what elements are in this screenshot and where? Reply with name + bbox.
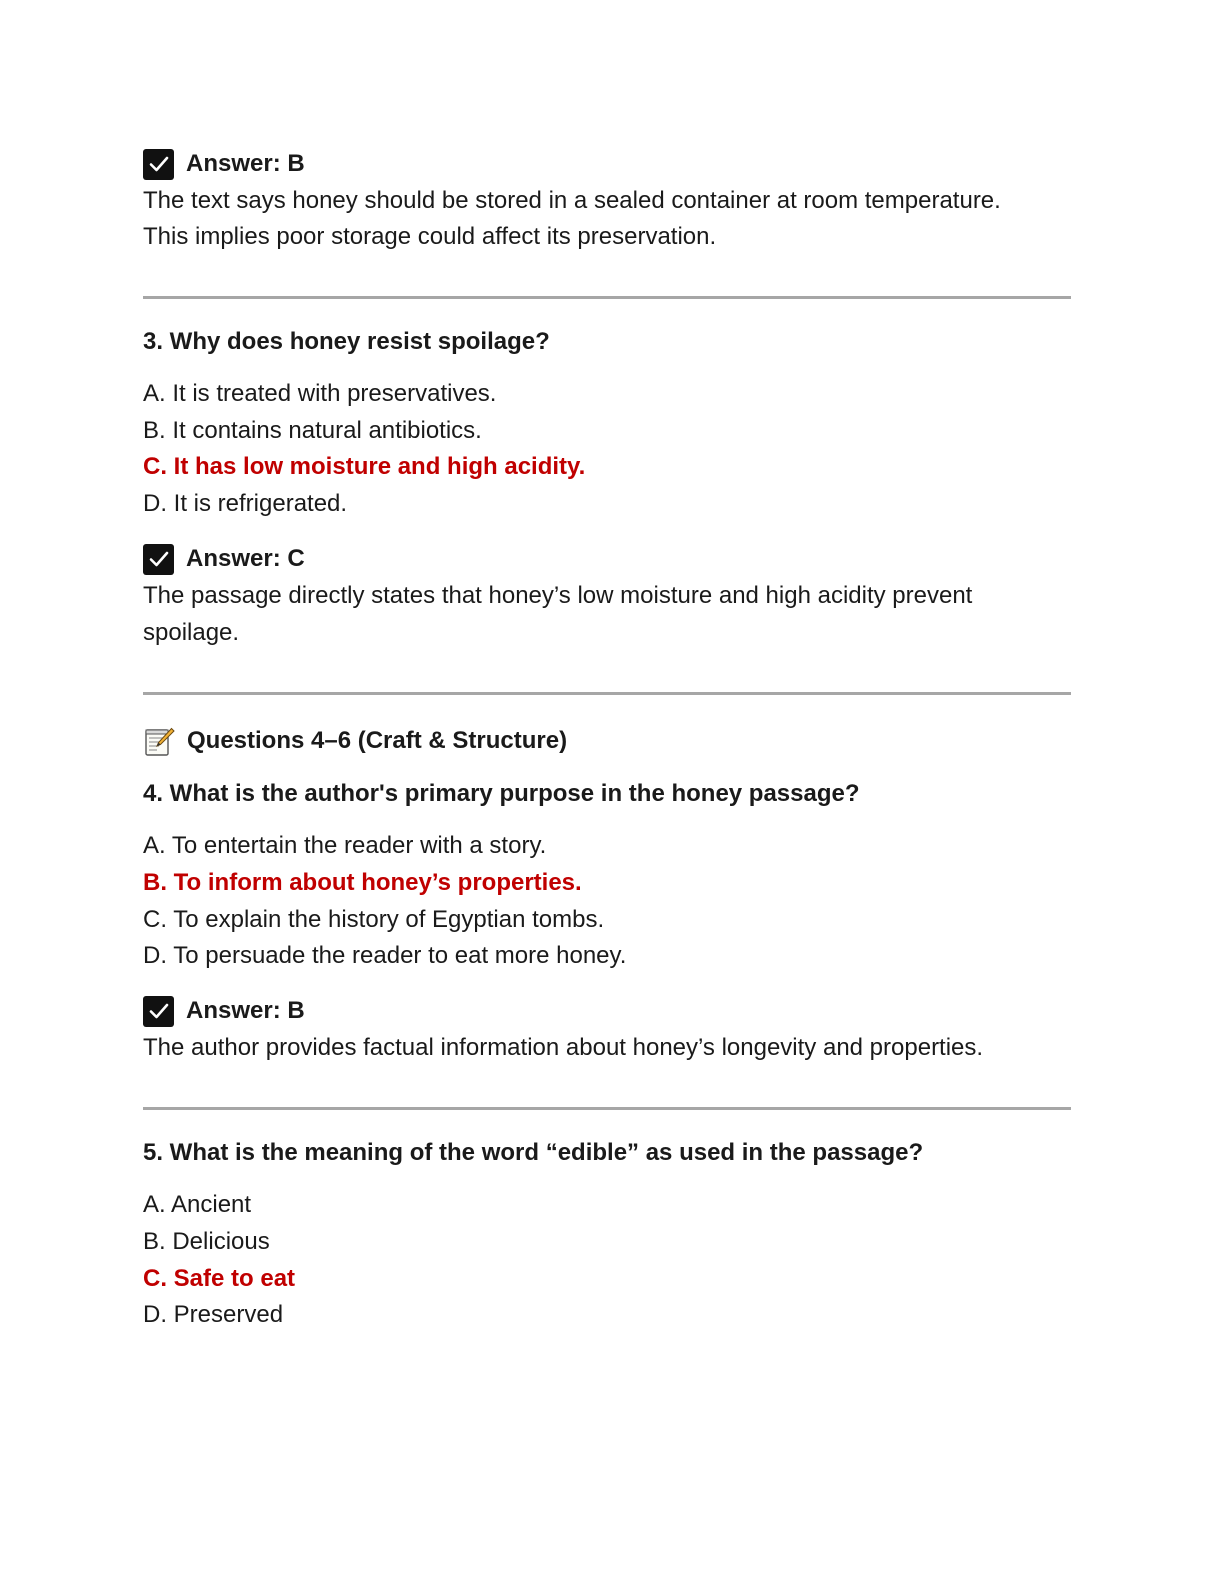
question-4-title: 4. What is the author's primary purpose in the honey passage? [143, 780, 860, 807]
memo-icon [143, 725, 175, 757]
option-c-correct: C. Safe to eat [143, 1265, 296, 1292]
check-mark-icon [143, 996, 174, 1027]
option-c-correct: C. It has low moisture and high acidity. [143, 453, 586, 480]
question-5-title: 5. What is the meaning of the word “edible” as used in the passage? [143, 1139, 924, 1166]
option-d: D. It is refrigerated. [143, 490, 348, 517]
option-d: D. To persuade the reader to eat more honey. [143, 942, 627, 969]
section-heading-text: Questions 4–6 (Craft & Structure) [187, 727, 568, 754]
option-b: B. Delicious [143, 1228, 270, 1255]
answer-label: Answer: B [186, 997, 305, 1024]
check-mark-icon [143, 544, 174, 575]
answer-explanation-line: The author provides factual information about honey’s longevity and properties. [143, 1034, 984, 1061]
section-divider [143, 296, 1071, 299]
q3-answer-heading [143, 541, 1071, 577]
option-a: A. Ancient [143, 1191, 252, 1218]
answer-explanation-line: The passage directly states that honey’s low moisture and high acidity prevent [143, 582, 973, 609]
answer-explanation-line: This implies poor storage could affect its preservation. [143, 223, 717, 250]
section-divider [143, 1107, 1071, 1110]
section-divider [143, 692, 1071, 695]
option-a: A. To entertain the reader with a story. [143, 832, 547, 859]
q2-answer-heading [143, 146, 1071, 182]
answer-explanation-line: The text says honey should be stored in a sealed container at room temperature. [143, 187, 1001, 214]
option-b-correct: B. To inform about honey’s properties. [143, 869, 582, 896]
answer-label: Answer: B [186, 150, 305, 177]
option-b: B. It contains natural antibiotics. [143, 417, 482, 444]
answer-label: Answer: C [186, 545, 305, 572]
q4-answer-heading [143, 993, 1071, 1029]
section-heading [143, 723, 1071, 759]
option-d: D. Preserved [143, 1301, 284, 1328]
answer-explanation-line: spoilage. [143, 619, 240, 646]
question-3-title: 3. Why does honey resist spoilage? [143, 328, 550, 355]
option-a: A. It is treated with preservatives. [143, 380, 497, 407]
option-c: C. To explain the history of Egyptian tombs. [143, 906, 605, 933]
check-mark-icon [143, 149, 174, 180]
